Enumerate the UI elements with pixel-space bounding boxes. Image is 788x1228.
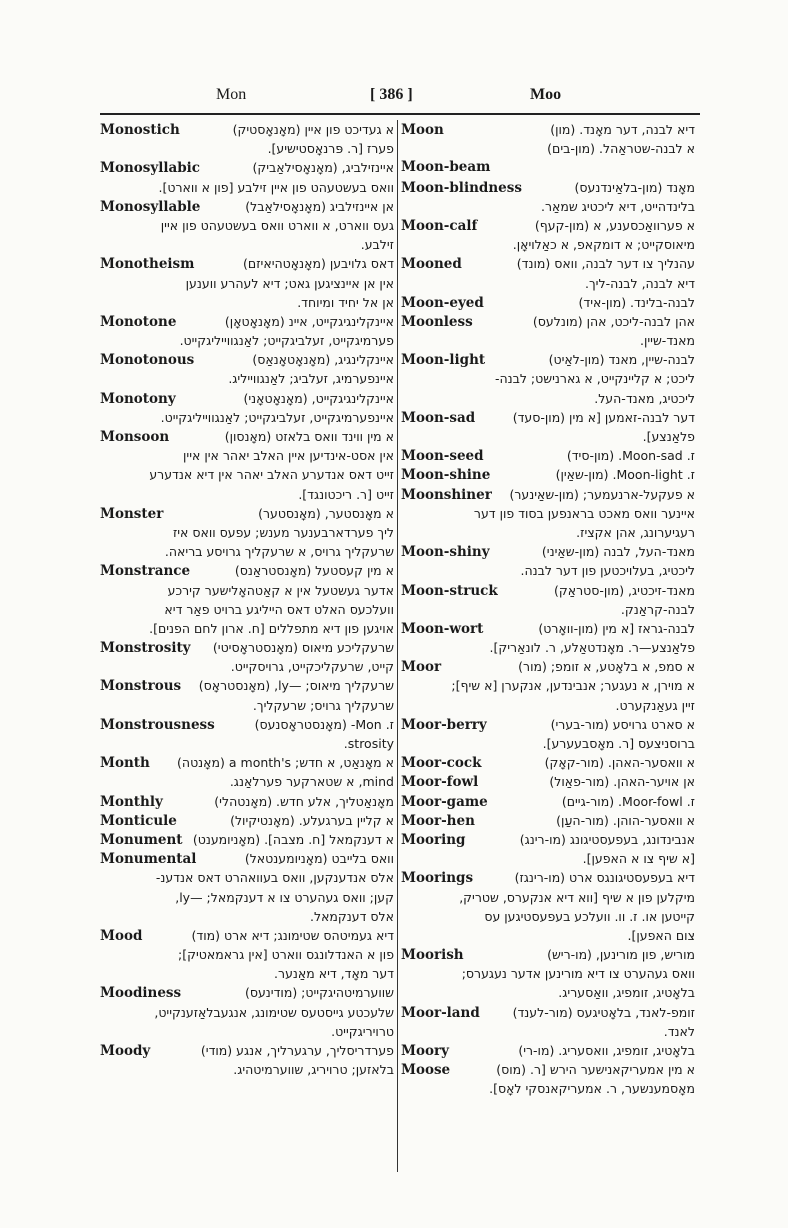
entry-definition: איינקלינגיגקייט, איינ (מאָנאָטאָן) [224,313,394,329]
entry-headword: Moor-hen [401,812,475,829]
entry-definition: ז. Mon- (מאָנסטראָסנעס) [254,716,394,732]
entry-definition-continued: מיקלען פון א שיף [ווא דיא אנקערס, שטריק, [459,889,695,905]
entry-headword: Moory [401,1043,449,1059]
entry-definition-continued: אין אסט-אינדיען איין האלב יאהר אין איין [183,448,394,464]
entry-headword: Monotone [100,313,177,330]
entry-headword: Moodiness [100,985,182,1002]
entry-definition-continued: בלאָטיג, זומפיג, וואַסעריג. [558,985,695,1001]
right-column [401,120,695,1099]
entry-definition: מאנד-זיכטיג, (מון-סטראַק) [554,582,695,598]
entry-headword: Monthly [100,793,163,810]
entry-definition-continued: שרעקליך גרויס; שרעקליך. [252,697,394,713]
entry-headword: Moonshiner [401,486,492,503]
dictionary-entry [100,983,394,1041]
column-divider [397,120,398,1172]
entry-definition: איינקלינגיג, (מאָנאָטאָנאַס) [252,352,394,368]
dictionary-entry [100,926,394,984]
dictionary-entry [401,178,695,216]
dictionary-entry [401,945,695,1003]
entry-definition-continued: דער מאָד, דיא מאַנער. [274,966,394,982]
dictionary-entry [100,753,394,791]
entry-headword: Moorings [401,870,474,887]
entry-definition: עהנליך צו דער לבנה, וואס (מונד) [516,256,695,272]
dictionary-entry [401,792,695,811]
entry-headword: Moon-seed [401,448,484,465]
dictionary-entry [401,715,695,753]
entry-definition: דיא לבנה, דער מאָנד. (מון) [550,122,695,137]
entry-definition-continued: אן אל יחיד ומיוחד. [297,294,394,310]
entry-definition: לבנה-גראז [א מין (מון-וואָרט) [538,620,695,636]
dictionary-entry [100,849,394,926]
entry-definition-continued: פערמיגקייט, זעלביגקייט; לאַנגווייליגקייט. [179,333,394,349]
entry-definition-continued: ליך פערדארבענער מענש; עפעס וואס איז [172,524,394,540]
entry-headword: Monumental [100,851,197,868]
dictionary-entry [401,120,695,158]
page-header [100,86,700,110]
entry-definition-continued: טרויריגקייט. [331,1023,394,1039]
entry-definition: א פעקעל-ארנעמער; (מון-שאַינער) [509,486,695,502]
entry-definition: וואס בלייבט (מאָניומענטאל) [244,851,394,867]
entry-definition: דיא בעפעסטיגונגס ארט (מו-רינגז) [514,870,695,886]
entry-definition: לבנה-שיין, מאנד (מון-לאַיט) [548,352,695,368]
entry-definition-continued: א מוירן, א נעגער; אנבינדען, אנקערן [א שיף]; [451,678,695,694]
header-page-number: [ 386 ] [370,86,413,103]
entry-headword: Monstrous [100,678,182,695]
dictionary-entry [401,216,695,254]
entry-headword: Monticule [100,812,177,829]
entry-definition: לבנה-בלינד. (מון-איד) [578,294,695,310]
entry-headword: Moorish [401,947,464,964]
entry-definition: דער לבנה-זאמען [א מין (מון-סעד) [512,409,695,425]
entry-definition-continued: זיין געאַנקערט. [615,697,695,713]
entry-definition: א מאָנסטער, (מאָנסטער) [258,505,394,521]
entry-definition-continued: [א שיף צו א האפען]. [582,851,695,867]
entry-headword: Moose [401,1062,451,1079]
dictionary-entry [100,638,394,676]
entry-definition-continued: בלינדהייט, דיא ליכטיג שמאַר. [541,198,695,214]
left-column [100,120,394,1079]
entry-definition-continued: מאָסמענשער, ר. אמעריקאנסקי לאָס]. [489,1081,695,1097]
entry-definition: א געדיכט פון איין (מאָנאָסטיק) [232,122,394,137]
dictionary-entry [401,868,695,945]
entry-headword: Moon-beam [401,159,491,176]
entry-headword: Moor-game [401,793,488,810]
entry-definition-continued: אלס דענקמאל. [310,908,394,924]
header-rule [100,113,700,115]
entry-definition-continued: רעגיערונג, אהן אקציז. [576,524,695,540]
entry-definition-continued: אלס אנדענקען, וואס בעוואהרט דאס אנדענ- [155,870,394,886]
entry-definition-continued: זייט דאס אנדערע האלב יאהר אין דיא אנדערע [149,467,394,483]
entry-definition: מאָנד (מון-בלאַינדנעס) [574,179,695,195]
entry-definition-continued: ברוסניצעס [ר. מאָסבעערע]. [542,736,695,751]
entry-headword: Moor-land [401,1004,480,1021]
entry-definition-continued: לאנד. [663,1023,695,1039]
dictionary-entry [401,1003,695,1041]
dictionary-entry [401,254,695,292]
dictionary-entry [401,772,695,791]
entry-definition-continued: געס ווארט, א ווארט וואס בעשטעהט פון איין [160,217,394,233]
dictionary-entry [100,254,394,312]
entry-headword: Mooring [401,831,466,848]
entry-definition: א מין ווינד וואס בלאזט (מאָנסון) [224,429,394,444]
entry-headword: Moon-shine [401,467,491,484]
entry-definition: אן אויער-האהן. (מור-פאַול) [549,774,695,790]
dictionary-entry [100,120,394,158]
dictionary-entry [401,581,695,619]
entry-definition: א פערוואַכסענע, א (מון-קעף) [534,217,695,233]
dictionary-entry [401,293,695,312]
entry-headword: Monstrosity [100,640,191,657]
entry-headword: Monosyllable [100,198,201,215]
dictionary-entry [100,792,394,811]
dictionary-entry [401,1041,695,1060]
entry-definition-continued: איינער וואס מאכט בראנפען בסוד פון דער [473,505,695,521]
entry-definition-continued: שלעכטע גייסטעס שטימונג, אנגעבלאַזענקייט, [154,1004,394,1020]
entry-definition-continued: פערז [ר. פּרנאָסטישיע]. [267,141,394,157]
dictionary-entry [100,158,394,196]
dictionary-entry [100,197,394,255]
entry-headword: Moon-blindness [401,179,522,196]
entry-definition: ז. Moor-fowl. (מור-גיים) [561,793,695,809]
entry-definition-continued: קען; וואס געהערט צו א דענקמאל; —ly, [175,889,394,905]
entry-headword: Monstrousness [100,716,215,733]
entry-headword: Monstrance [100,563,191,580]
entry-definition-continued: ליכטיג, מאנד-העל. [594,390,695,406]
entry-definition: א מאָנאַט, א חדש; a month's (מאָנטה) [177,755,394,771]
dictionary-entry [401,811,695,830]
entry-definition: א סארט גרויסע (מור-בערי) [550,716,695,732]
header-right-guide-word: Moo [530,86,562,103]
entry-definition: איינזילביג, (מאָנאָסילאַביק) [252,160,394,176]
entry-headword: Moonless [401,313,473,330]
entry-definition: א סמפ, א בלאָטע, א זומפ; (מור) [518,659,695,675]
entry-headword: Moor [401,659,442,676]
entry-definition-continued: מיאוסקייט; א דומקאפ, א כאַלויאָן. [512,237,695,253]
entry-headword: Monotony [100,390,176,407]
entry-headword: Monosyllabic [100,160,201,177]
entry-headword: Moon-eyed [401,294,484,311]
entry-definition: א וואסער-האהן. (מור-קאָק) [544,755,695,771]
entry-definition-continued: צום האפען]. [627,927,695,943]
dictionary-entry [401,446,695,465]
entry-definition-continued: זילבע. [360,237,394,253]
entry-definition-continued: אין אן איינציגען גאט; דיא לעהרע ווענען [185,275,394,291]
dictionary-entry [100,715,394,753]
entry-headword: Monotheism [100,256,195,273]
entry-definition: דאס גלויבען (מאָנאָטהיאיזם) [243,256,394,272]
dictionary-entry [100,427,394,504]
dictionary-entry [401,485,695,543]
dictionary-entry [401,830,695,868]
entry-headword: Monsoon [100,429,170,445]
dictionary-entry [100,1041,394,1079]
entry-headword: Mooned [401,256,462,273]
entry-definition: שרעקליך מיאוס; —ly, (מאָנסטראָס) [198,678,394,694]
entry-definition-continued: קייט, שרעקליכקייט, גרויסקייט. [230,659,394,675]
dictionary-entry [401,1060,695,1098]
entry-definition: מאָנאַטליך, אלע חדש. (מאָנטהלי) [214,793,394,809]
entry-definition-continued: פון א האנדלונגס ווארט [אין גראמאטיק]; [178,947,394,963]
entry-headword: Monotonous [100,352,195,369]
entry-definition: א דענקמאל [ח. מצבה]. (מאָניומענט) [192,831,394,847]
dictionary-entry [401,312,695,350]
entry-headword: Moon-wort [401,620,484,637]
entry-definition-continued: וועלכעס האלט דאס הייליגע ברויט פאַר דיא [164,601,394,617]
entry-definition: ז. Moon-sad. (מון-סיד) [566,448,695,464]
dictionary-entry [401,465,695,484]
dictionary-entry [401,350,695,408]
entry-definition: א קליין בערגעלע. (מאָנטיקיול) [230,812,394,828]
entry-definition: בלאָטיג, זומפיג, וואסעריג. (מו-רי) [518,1043,695,1058]
dictionary-entry [401,657,695,715]
entry-definition-continued: לבנה-קראַנק. [620,601,695,617]
dictionary-entry [401,158,695,177]
entry-headword: Month [100,755,150,772]
entry-definition-continued: א לבנה-שטראַהל. (מון-בים) [547,141,695,157]
entry-definition: א מין קעסטעל (מאָנסטראַנס) [234,563,394,579]
entry-definition-continued: אדער געשטעל אין א קאַטהאָלישער קירכע [167,582,394,598]
dictionary-entry [100,811,394,830]
dictionary-entry [401,753,695,772]
entry-definition-continued: mind, א שטארקער פערלאַנג. [229,774,394,790]
entry-definition-continued: אויגען פון דיא מתפללים [ח. ארון לחם הפנים]. [149,620,394,636]
dictionary-entry [401,619,695,657]
dictionary-entry [100,389,394,427]
entry-headword: Moon-light [401,352,486,369]
entry-definition: שווערמיטהיגקייט; (מודינעס) [244,985,394,1001]
entry-headword: Moon-sad [401,409,476,426]
entry-headword: Mood [100,927,143,944]
entry-headword: Moon [401,122,444,138]
entry-definition: פערדריסליך, ערגערליך, אנגע (מודי) [200,1043,394,1058]
entry-definition: שרעקליכע מיאוס (מאָנסטראָסיטי) [212,640,394,656]
dictionary-entry [401,542,695,580]
entry-headword: Moon-shiny [401,544,490,561]
entry-definition-continued: פלאַנצע]. [642,429,695,444]
entry-definition-continued: וואס בעשטעהט פון איין זילבע [פון א ווארט]. [158,179,394,195]
dictionary-entry [100,561,394,638]
entry-headword: Moor-berry [401,716,487,733]
header-left-guide-word: Mon [216,86,247,103]
entry-definition: מוריש, פון מורינען, (מו-ריש) [547,947,695,963]
entry-definition: א וואסער-הוהן. (מור-העַן) [556,812,695,828]
dictionary-entry [100,350,394,388]
entry-definition: מאנד-העל, לבנה (מון-שאַיני) [541,544,695,560]
dictionary-entry [100,312,394,350]
entry-headword: Moody [100,1043,151,1059]
entry-headword: Moor-fowl [401,774,479,791]
entry-definition: איינקלינגיגקייט, (מאָנאָטאָני) [243,390,394,406]
entry-definition-continued: ליכט; א קליינקייט, א גארנישט; לבנה- [494,371,695,387]
entry-headword: Monostich [100,122,180,138]
entry-definition-continued: קייטען או. ז. וו. וועלכע בעפעסטיגען עס [484,908,695,924]
dictionary-entry [100,830,394,849]
entry-definition: זומפ-לאנד, בלאָטיגעס (מור-לענד) [512,1004,695,1020]
entry-definition-continued: איינפערמיג, זעלביג; לאַנגווייליג. [228,371,394,387]
entry-definition-continued: בלאזען; טרויריג, שווערמיטהיג. [233,1062,394,1078]
entry-headword: Monster [100,505,164,522]
entry-definition: אהן לבנה-ליכט, אהן (מונלעס) [532,313,695,329]
entry-definition: אן איינזילביג (מאָנאָסילאַבל) [245,198,394,214]
entry-definition-continued: דיא לבנה, לבנה-ליך. [585,275,695,291]
entry-headword: Moon-struck [401,582,498,599]
entry-definition-continued: שרעקליך גרויס, א שרעקליך גרויסע בריאה. [164,544,394,560]
entry-definition: דיא געמיטהס שטימונג; דיא ארט (מוד) [191,927,394,943]
dictionary-entry [100,504,394,562]
entry-definition-continued: strosity. [343,736,394,751]
entry-definition-continued: ליכטיג, בעלויכטען פון דער לבנה. [520,563,695,579]
dictionary-entry [401,408,695,446]
entry-definition-continued: מאנד-שיין. [639,333,695,349]
entry-headword: Monument [100,831,183,848]
entry-definition-continued: פלאַנצע—ר. מאָנדטאַלע, ר. לונאַריק]. [489,640,695,656]
entry-definition: א מין אמעריקאנישער הירש [ר. (מוס) [496,1062,695,1078]
entry-definition-continued: וואס געהערט צו דיא מורינען אדער נעגערס; [461,966,695,982]
entry-headword: Moor-cock [401,755,482,772]
entry-definition-continued: זייט [ר. ריכטונגד]. [298,486,394,502]
entry-definition-continued: איינפערמיגקייט, זעלביגקייט; לאַנגווייליגקייט. [160,409,394,425]
entry-headword: Moon-calf [401,217,478,234]
entry-definition: ז. Moon-light. (מון-שאַין) [555,467,695,483]
entry-definition: אנבינדונג, בעפעסטיגונג (מו-רינג) [519,831,695,847]
dictionary-entry [100,676,394,714]
